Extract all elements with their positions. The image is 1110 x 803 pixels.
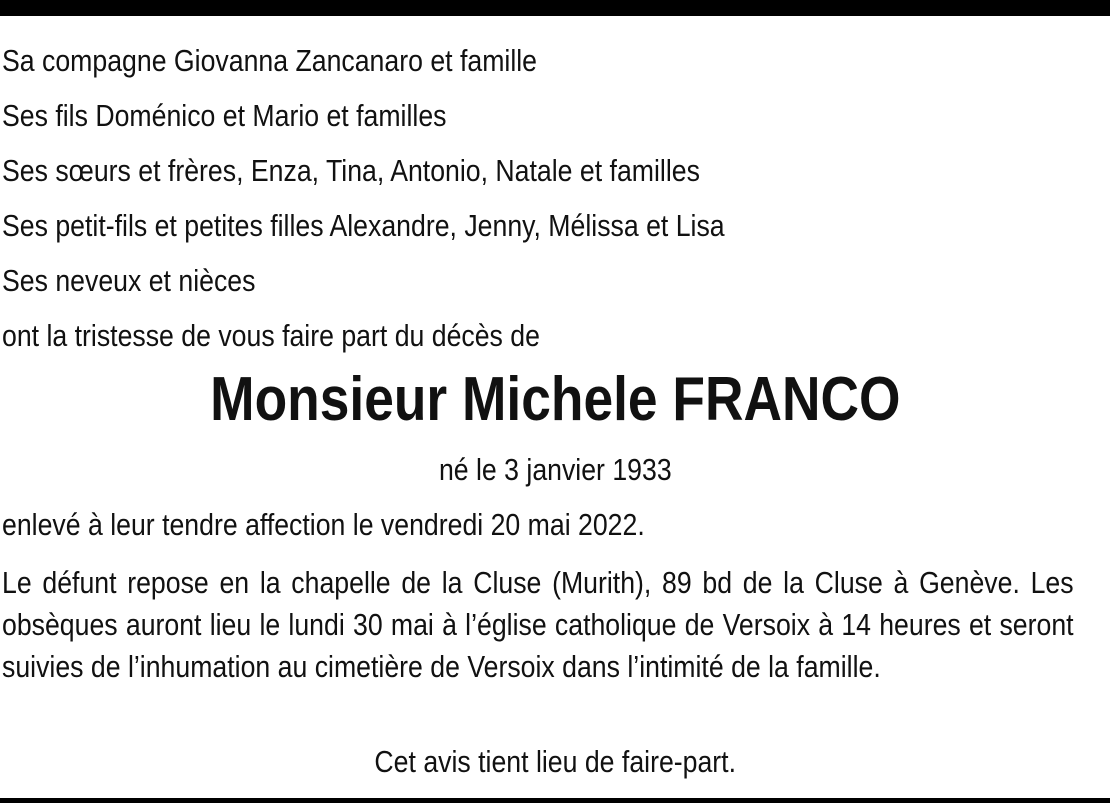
family-line: Ses neveux et nièces	[2, 263, 256, 298]
family-line: Sa compagne Giovanna Zancanaro et famille	[2, 43, 538, 78]
funeral-paragraph: Le défunt repose en la chapelle de la Cluse (Murith), 89 bd de la Cluse à Genève. Les obsèques auront lieu le lundi 30 mai à l’église catholique de Versoix à 14 heures et seront suivies de l’inhumation au cimetière de Versoix dans l’intimité de la famille.	[2, 565, 1074, 684]
closing-line	[0, 742, 1110, 782]
deceased-name-text: Monsieur Michele FRANCO	[209, 365, 901, 434]
birth-line-text: né le 3 janvier 1933	[438, 452, 672, 487]
deceased-name	[0, 364, 1110, 436]
birth-line	[0, 450, 1110, 490]
bottom-rule	[0, 798, 1110, 803]
closing-line-text: Cet avis tient lieu de faire-part.	[374, 744, 736, 779]
death-line: enlevé à leur tendre affection le vendredi 20 mai 2022.	[2, 507, 645, 542]
announcement-line: ont la tristesse de vous faire part du décès de	[2, 318, 540, 353]
family-line: Ses fils Doménico et Mario et familles	[2, 98, 447, 133]
family-line: Ses sœurs et frères, Enza, Tina, Antonio, Natale et familles	[2, 153, 700, 188]
family-line: Ses petit-fils et petites filles Alexandre, Jenny, Mélissa et Lisa	[2, 208, 725, 243]
